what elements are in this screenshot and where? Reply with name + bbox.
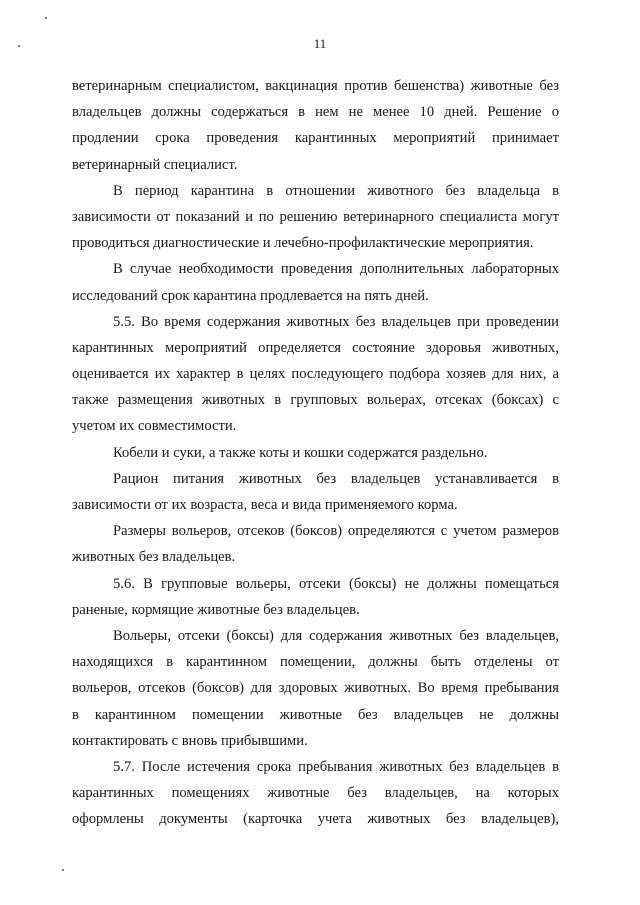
text-line: Кобели и суки, а также коты и кошки содержатся раздельно. <box>113 444 488 461</box>
paragraph <box>72 256 559 308</box>
scan-speck <box>62 869 64 871</box>
text-line: также размещения животных в групповых вольерах, отсеках (боксах) с <box>72 392 559 409</box>
paragraph <box>72 623 559 754</box>
text-line: зависимости от их возраста, веса и вида применяемого корма. <box>72 497 458 513</box>
paragraph <box>72 571 559 623</box>
text-line: вольеров, отсеков (боксов) для здоровых животных. Во время пребывания <box>72 680 559 697</box>
text-line: учетом их совместимости. <box>72 418 237 435</box>
text-line: В случае необходимости проведения дополнительных лабораторных <box>113 261 559 278</box>
paragraph <box>72 178 559 257</box>
text-line: продлении срока проведения карантинных мероприятий принимает <box>72 130 559 147</box>
paragraph <box>72 309 559 440</box>
text-line: карантинных мероприятий определяется состояние здоровья животных, <box>72 339 559 356</box>
text-line: контактировать с вновь прибывшими. <box>72 732 308 749</box>
document-body <box>72 73 559 832</box>
paragraph <box>72 754 559 833</box>
text-line: ветеринарным специалистом, вакцинация против бешенства) животные без <box>72 78 559 94</box>
text-line: в карантинном помещении животные без владельцев не должны <box>72 706 559 723</box>
text-line: 5.6. В групповые вольеры, отсеки (боксы) не должны помещаться <box>113 575 559 592</box>
text-line: карантинных помещениях животные без владельцев, на которых <box>72 785 559 802</box>
text-line: животных без владельцев. <box>72 549 236 566</box>
page-number: 11 <box>313 36 327 51</box>
text-line: Рацион питания животных без владельцев устанавливается в <box>113 470 559 487</box>
text-line: 5.7. После истечения срока пребывания животных без владельцев в <box>113 758 559 775</box>
text-line: Вольеры, отсеки (боксы) для содержания животных без владельцев, <box>113 627 559 644</box>
text-line: проводиться диагностические и лечебно-профилактические мероприятия. <box>72 235 534 252</box>
text-line: раненые, кормящие животные без владельцев. <box>72 601 360 618</box>
paragraph <box>72 73 559 178</box>
text-line: Размеры вольеров, отсеков (боксов) определяются с учетом размеров <box>113 523 559 540</box>
paragraph <box>72 440 559 466</box>
text-line: ветеринарный специалист. <box>72 156 238 173</box>
text-line: зависимости от показаний и по решению ветеринарного специалиста могут <box>72 208 559 225</box>
text-line: 5.5. Во время содержания животных без владельцев при проведении <box>113 313 559 330</box>
paragraph <box>72 466 559 518</box>
text-line: исследований срок карантина продлевается на пять дней. <box>72 287 429 304</box>
paragraph <box>72 518 559 570</box>
text-line: оценивается их характер в целях последующего подбора хозяев для них, а <box>72 366 559 383</box>
scan-speck <box>45 17 47 19</box>
text-line: владельцев должны содержаться в нем не менее 10 дней. Решение о <box>72 104 559 121</box>
text-line: оформлены документы (карточка учета животных без владельцев), <box>72 811 559 828</box>
text-line: находящихся в карантинном помещении, должны быть отделены от <box>72 654 559 671</box>
text-line: В период карантина в отношении животного без владельца в <box>113 182 559 199</box>
